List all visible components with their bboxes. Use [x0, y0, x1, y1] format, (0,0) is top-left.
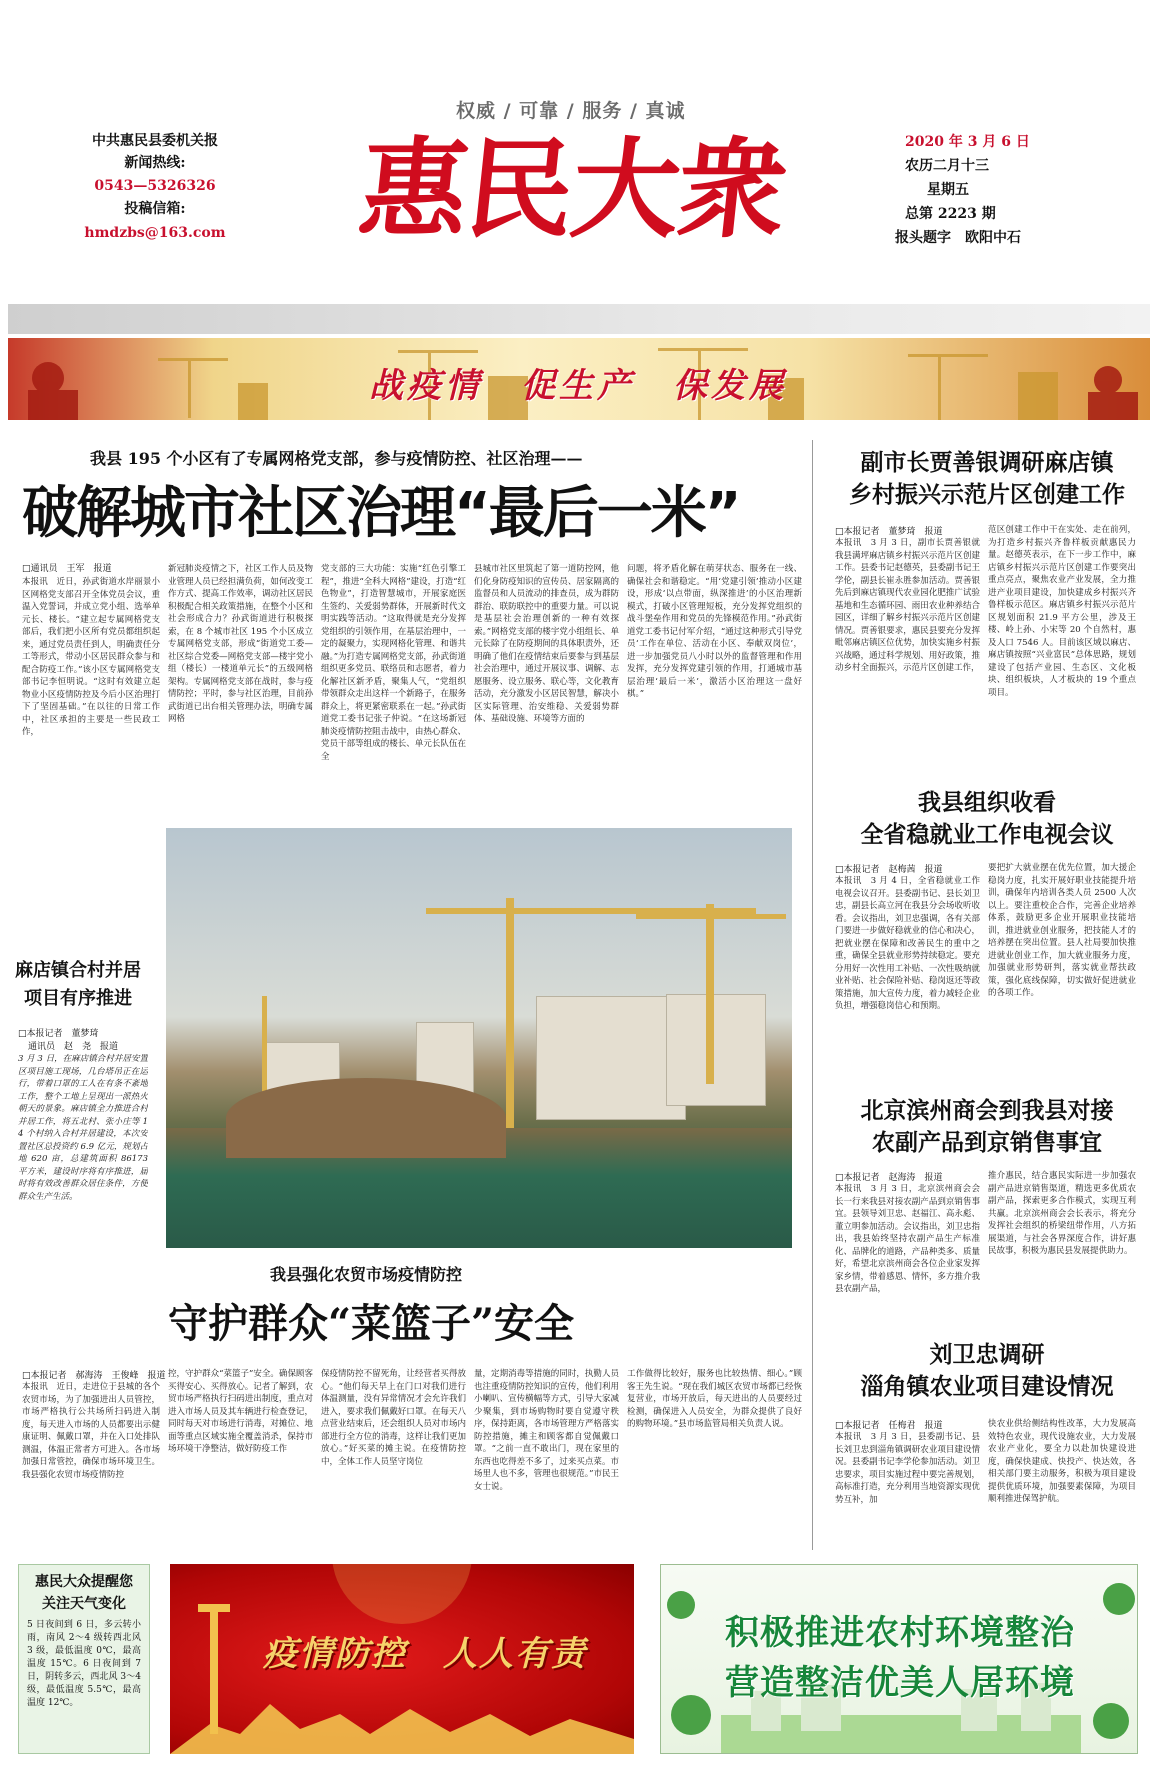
story3-column-1: 本报讯 3 月 4 日，全省稳就业工作电视会议召开。县委副书记、县长刘卫忠，副县长高立河在我县分会场收听收看。会议指出，刘卫忠强调，各有关部门要进一步做好稳就业的信心和决心，把就业摆在保障和改善民生的重中之重，确保全县就业形势持续稳定。要充分用好一次性用工补贴、一次性吸纳就业补贴、社会保险补贴、稳岗返还等政策措施，加大宣传力度，着力减轻企业负担，增强稳岗信心和预期。	[835, 876, 980, 1011]
story6-byline-2: 通讯员 赵 尧 报道	[28, 1042, 119, 1052]
story7-headline: 守护群众“菜篮子”安全	[168, 1300, 575, 1347]
story4-column-2: 推介惠民，结合惠民实际进一步加强农副产品进京销售渠道，精选更多优质农副产品，探索更多合作模式，实现互利共赢。北京滨州商会会长表示，将充分发挥社会组织的桥梁纽带作用，八方拓展渠道，与社会各界深度合作，讲好惠民故事，积极为惠民县发展提供助力。	[988, 1171, 1136, 1256]
lead-column-1: 本报讯 近日，孙武街道水岸丽景小区网格党支部召开全体党员会议，重温入党誓词，并成立党小组、选举单元长、楼长。“建立起专属网格党支部后，我们把小区所有党员都组织起来，通过党员责任到人，明确责任分工等形式，带动小区居民群众参与和配合防疫工作。”该小区专属网格党支部书记李恒明说。“这时有效建立起物业小区疫情防控及今后小区治理打下了坚固基础。”在以往的日常工作中，社区承担的主要是一些民政工作，	[22, 577, 160, 737]
ad-green-line-1: 积极推进农村环境整治	[725, 1613, 1075, 1653]
email-address: hmdzbs@163.com	[84, 225, 226, 241]
story7-column-5: 工作做得比较好，服务也比较热情、细心。”顾客王先生说。“现在我们城区农贸市场都已经恢复营业，市场开放后，每天进出的人员要经过检测，确保进入人员安全，为群众提供了良好的购物环境。”县市场监管局相关负责人说。	[627, 1369, 802, 1429]
story7-column-3: 保疫情防控不留死角，让经营者买得放心。“他们每天早上在门口对我们进行体温测量，没有异常情况才会允许我们进入，要求我们佩戴好口罩。在每天八点营业结束后，还会组织人员对市场内部进行全方位的消毒，这样让我们更加放心。”好买菜的摊主说。在疫情防控中，全体工作人员坚守岗位	[321, 1369, 466, 1467]
story7-column-2: 控，守护群众“菜篮子”安全。确保顾客买得安心、买得放心。记者了解到，农贸市场严格执行扫码进出制度，重点对进入市场人员及其车辆进行检查登记，同时每天对市场进行消毒，对摊位、地面等重点区域实施全覆盖消杀，保持市场环境干净整洁，做好防疫工作	[168, 1369, 313, 1454]
story2-byline: □本报记者 董梦琦 报道	[835, 527, 943, 537]
story4-column-1: 本报讯 3 月 3 日，北京滨州商会会长一行来我县对接农副产品到京销售事宜。县领导刘卫忠、赵福江、高永彪、董立明参加活动。会议指出，刘卫忠指出，我县始终坚持农副产品生产标准化、品牌化的道路，产品种类多、质量好，希望北京滨州商会各位企业家发挥家乡情，带着感恩、情怀，多方推介我县农副产品，	[835, 1184, 980, 1294]
org-name: 中共惠民县委机关报	[92, 133, 218, 149]
story5-headline-1: 刘卫忠调研	[929, 1341, 1045, 1368]
lead-column-5: 问题，将矛盾化解在萌芽状态、服务在一线、确保社会和谐稳定。“用‘党建引领’推动小区建设，形成‘以点带面，纵深推进’的小区治理新模式，打破小区管理短板，充分发挥党组织的战斗堡垒作用和党员的先锋模范作用。”孙武街道党工委书记付军介绍，“通过这种形式引导党员‘工作在单位、活动在小区、奉献双岗位’，进一步加强党员八小时以外的监督管理和作用发挥，充分发挥党建引领的作用，打通城市基层治理‘最后一米’，激活小区治理这一盘好棋。”	[627, 564, 802, 699]
story3-headline-1: 我县组织收看	[918, 789, 1056, 816]
weather-text: 5 日夜间到 6 日，多云转小雨，南风 2～4 级转西北风 3 级，最低温度 0℃，最高温度 15℃。6 日夜间到 7 日，阴转多云，西北风 3～4 级，最低温度 5.5℃，最高温度 12℃。	[27, 1620, 141, 1708]
construction-site-photo	[166, 828, 792, 1248]
newspaper-logo: 惠民大衆	[353, 127, 791, 253]
photo-building	[666, 994, 766, 1106]
story6-headline-1: 麻店镇合村并居	[15, 960, 141, 981]
hotline-number: 0543—5326326	[94, 178, 216, 194]
weekday: 星期五	[927, 182, 969, 198]
story7-column-4: 量，定期消毒等措施的同时，执勤人员也注重疫情防控知识的宣传，他们利用小喇叭、宣传横幅等方式，引导大家减少聚集，到市场购物时要自觉遵守秩序，保持距离，各市场管理方严格落实防控措施，摊主和顾客都自觉佩戴口罩。“之前一直不敢出门，现在家里的东西也吃得差不多了，过来买点菜。市场里人也不多，管理也很规范。”市民王女士说。	[474, 1369, 619, 1492]
issue-number: 总第 2223 期	[905, 206, 996, 222]
masthead	[0, 0, 1158, 300]
story7-column-1: 本报讯 近日，走进位于县城的各个农贸市场，为了加强进出人员管控，市场严格执行公共场所扫码进入制度，每天进入市场的人员都要出示健康证明、佩戴口罩，并在入口处排队测温，体温正常者方可进入。各市场加强日常管控，确保市场环境卫生。我县强化农贸市场疫情防控	[22, 1382, 160, 1480]
masthead-left-info	[60, 130, 250, 246]
lead-kicker: 我县 195 个小区有了专属网格党支部，参与疫情防控、社区治理——	[90, 449, 583, 468]
story4-headline-2: 农副产品到京销售事宜	[872, 1129, 1102, 1156]
story5-column-1: 本报讯 3 月 3 日，县委副书记、县长刘卫忠到淄角镇调研农业项目建设情况。县委副书记李学伦参加活动。刘卫忠要求，项目实施过程中要完善规划，高标准打造，充分利用当地资源实现优势互补，加	[835, 1432, 980, 1505]
story6-headline-2: 项目有序推进	[24, 988, 132, 1009]
story4-headline-1: 北京滨州商会到我县对接	[860, 1097, 1114, 1124]
email-label: 投稿信箱:	[124, 201, 186, 217]
lead-column-2: 新冠肺炎疫情之下，社区工作人员及物业管理人员已经担满负荷，如何改变工作方式、提高工作效率，调动社区居民积极配合相关政策措施，在整个小区和社会形成合力？孙武街道进行积极探索，在 8 个城市社区 195 个小区成立专属网格党支部，形成“街道党工委—社区综合党委—网格党支部—楼宇党小组（楼长）一楼道单元长”的五级网格架构。专属网格党支部在战时，参与疫情防控；平时，参与社区治理，目前孙武街道已出台相关管理办法，明确专属网格	[168, 564, 313, 724]
photo-mound	[226, 1078, 506, 1158]
story2-column-1: 本报讯 3 月 3 日，副市长贾善银就我县满坪麻店镇乡村振兴示范片区创建工作。县委书记赵德英，县委副书记王学伦，副县长崔永胜参加活动。贾善银先后到麻店镇现代农业园化肥推广试验基地和生态循环园、雨田农业种养结合园区，详细了解乡村振兴示范片区创建情况。贾善银要求，惠民县要充分发挥毗邻麻店镇区位优势，加快实施乡村振兴战略，通过科学规划、用好政策，推动乡村全面振兴，示范片区创建工作，	[835, 538, 980, 673]
story7-kicker: 我县强化农贸市场疫情防控	[270, 1265, 463, 1284]
ad-red-slogan: 疫情防控 人人有责	[263, 1634, 587, 1674]
lead-column-4: 县城市社区里筑起了第一道防控网，他们化身防疫知识的宣传员、居家隔离的监督员和人员流动的排查员，成为群防群治、联防联控中的重要力量。可以说是基层社会治理创新的一种有效探索。”网格党支部的楼宇党小组组长、单元长除了在防疫期间的具体职责外，还明确了他们在疫情结束后要参与到基层社会治理中，通过开展议事、调解、志愿服务、设立服务、联心等，文化教育活动，充分激发小区居民智慧，解决小区实际管理、治安维稳、关爱弱势群体、基础设施、环境等方面的	[474, 564, 619, 724]
story6-byline-1: □本报记者 董梦琦	[18, 1029, 99, 1039]
lead-column-3: 党支部的三大功能：实施“红色引擎工程”，推进“全科大网格”建设，打造“红色物业”，打造智慧城市，开展家庭医生签约、关爱弱势群体，开展新时代文明实践等活动。“这取得就是充分发挥党组织的引领作用，在基层治理中，一定的凝聚力，实现网格化管理、和谐共融。”为打造专属网格党支部，孙武街道组织更多党员、联络员和志愿者，着力化解社区新矛盾，聚集人气，“党组织带领群众走出这样一个新路子，在服务群众上，将更紧密联系在一起。”孙武街道党工委书记张子仲说。“在这场新冠肺炎疫情防控阻击战中，由热心群众、党员干部等组成的楼长、单元长队伍在全	[321, 564, 466, 762]
column-divider	[812, 440, 813, 1550]
story2-headline-1: 副市长贾善银调研麻店镇	[860, 449, 1114, 476]
weather-box	[18, 1564, 150, 1754]
photo-crane	[506, 898, 514, 1128]
lead-headline: 破解城市社区治理“最后一米”	[22, 481, 740, 546]
story6-column-1: 3 月 3 日，在麻店镇合村并居安置区项目施工现场，几台塔吊正在运行，带着口罩的工人在有条不紊地工作，整个工地上呈现出一派热火朝天的景象。麻店镇全力推进合村并居工作，将五北村、张小庄等 14 个村纳入合村并居建设，本次安置社区总投资约 6.9 亿元，规划占地 620 亩，总建筑面积 86173 平方米，建设时序将有序推进，届时将有效改善群众居住条件，方便群众生产生活。	[18, 1054, 148, 1202]
story2-headline-2: 乡村振兴示范片区创建工作	[849, 481, 1125, 508]
top-banner	[8, 338, 1150, 420]
photo-crane	[706, 904, 714, 1084]
epidemic-prevention-ad	[170, 1564, 634, 1754]
story5-column-2: 快农业供给侧结构性改革，大力发展高效特色农业，现代设施农业，大力发展农业产业化，要全力以赴加快建设进度，确保快建成、快投产、快达效，各相关部门要主动服务，积极为项目建设提供优质环境，加强要素保障，为项目顺利推进保驾护航。	[988, 1419, 1136, 1504]
story4-byline: □本报记者 赵海涛 报道	[835, 1173, 943, 1183]
weather-title-1: 惠民大众提醒您	[35, 1574, 133, 1590]
masthead-right-info	[895, 130, 1065, 250]
ad-green-line-2: 营造整洁优美人居环境	[725, 1663, 1075, 1703]
story2-column-2: 范区创建工作中干在实处、走在前列，为打造乡村振兴齐鲁样板贡献惠民力量。赵德英表示，在下一步工作中，麻店镇乡村振兴示范片区创建工作要突出重点亮点，聚焦农业产业发展，全力推进产业项目建设，加快建成乡村振兴齐鲁样板示范区。麻店镇乡村振兴示范片区规划面积 21.9 平方公里，涉及王楼、岭上孙、小宋等 20 个自然村，惠及人口 7546 人。目前该区域以麻店、麻店镇按照“兴业富民”总体思路，规划建设了包括产业园、生态区、文化板块、组织板块，人才板块的 19 个重点项目。	[988, 525, 1136, 698]
hotline-label: 新闻热线:	[124, 155, 186, 171]
weather-title-2: 关注天气变化	[42, 1596, 126, 1612]
masthead-divider-band	[8, 304, 1150, 334]
story3-byline: □本报记者 赵梅茜 报道	[835, 865, 943, 875]
rural-environment-ad	[660, 1564, 1138, 1754]
lead-byline: □通讯员 王军 报道	[22, 564, 112, 574]
story3-headline-2: 全省稳就业工作电视会议	[860, 821, 1114, 848]
photo-building	[536, 996, 686, 1120]
story3-column-2: 要把扩大就业摆在优先位置，加大援企稳岗力度，扎实开展好职业技能提升培训，确保年内培训各类人员 2500 人次以上。要注重校企合作，完善企业培养体系，鼓励更多企业开展职业技能培训，推进就业创业服务，把技能人才的培养摆在突出位置。县人社局要加快推进就业创业工作，加大就业服务力度，加强就业形势研判，落实就业帮扶政策，强化底线保障，切实做好促进就业的各项工作。	[988, 863, 1136, 998]
lunar-date: 农历二月十三	[905, 158, 989, 174]
photo-crane	[636, 914, 786, 919]
masthead-slogan: 权威 / 可靠 / 服务 / 真诚	[456, 100, 686, 122]
logo-calligrapher: 报头题字 欧阳中石	[895, 230, 1021, 246]
story5-headline-2: 淄角镇农业项目建设情况	[860, 1373, 1114, 1400]
story7-byline: □本报记者 郝海涛 王俊峰 报道	[22, 1371, 166, 1381]
issue-date: 2020 年 3 月 6 日	[905, 134, 1030, 150]
story5-byline: □本报记者 任梅君 报道	[835, 1421, 943, 1431]
banner-slogan: 战疫情 促生产 保发展	[369, 366, 787, 406]
